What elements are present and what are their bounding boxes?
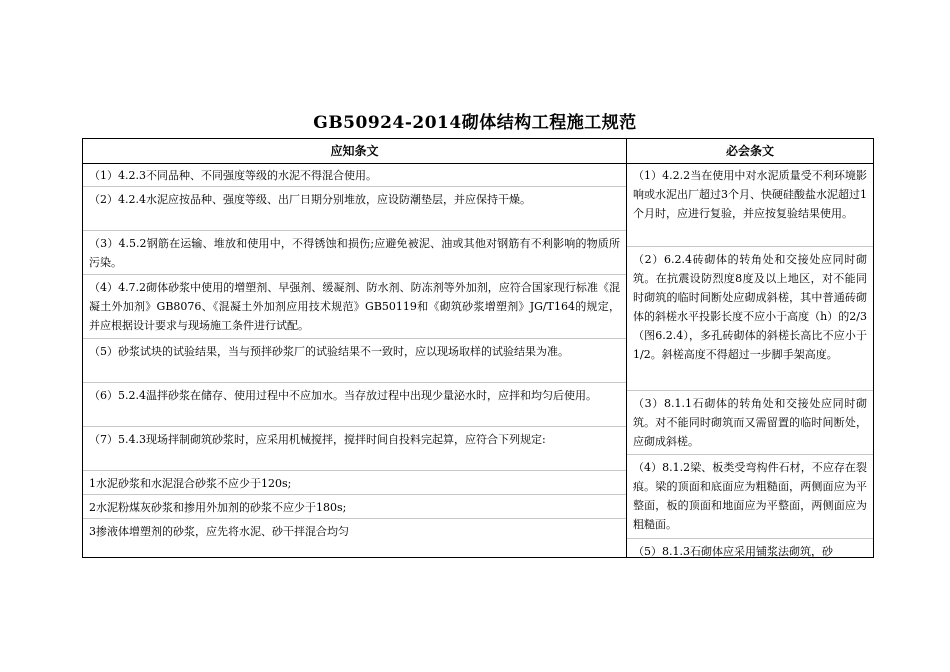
clause-cell: 1水泥砂浆和水泥混合砂浆不应少于120s; bbox=[83, 471, 626, 495]
clause-cell: （1）4.2.3不同品种、不同强度等级的水泥不得混合使用。 bbox=[83, 163, 626, 187]
clause-cell: （4）8.1.2梁、板类受弯构件石材，不应存在裂痕。梁的顶面和底面应为粗糙面，两侧面应为平整面，板的顶面和地面应为平整面，两侧面应为粗糙面。 bbox=[627, 455, 873, 539]
clause-cell: 3掺液体增塑剂的砂浆，应先将水泥、砂干拌混合均匀 bbox=[89, 525, 349, 538]
clauses-table bbox=[82, 138, 874, 558]
header-must-know: 应知条文 bbox=[330, 144, 379, 158]
clause-cell: （3）4.5.2钢筋在运输、堆放和使用中，不得锈蚀和损伤;应避免被泥、油或其他对钢筋有不利影响的物质所污染。 bbox=[83, 231, 626, 275]
table-header-row bbox=[83, 139, 873, 164]
clause-cell: （1）4.2.2当在使用中对水泥质量受不利环境影响或水泥出厂超过3个月、快硬硅酸盐水泥超过1个月时，应进行复验，并应按复验结果使用。 bbox=[627, 163, 873, 247]
clause-cell: （5）8.1.3石砌体应采用铺浆法砌筑，砂 bbox=[633, 545, 833, 557]
clause-cell: （3）8.1.1石砌体的转角处和交接处应同时砌筑。对不能同时砌筑而又需留置的临时间断处，应砌成斜槎。 bbox=[627, 391, 873, 455]
clause-cell: （2）4.2.4水泥应按品种、强度等级、出厂日期分别堆放，应设防潮垫层，并应保持干燥。 bbox=[83, 187, 626, 231]
clause-cell: （7）5.4.3现场拌制砌筑砂浆时，应采用机械搅拌，搅拌时间自投料完起算，应符合下列规定: bbox=[83, 427, 626, 471]
clause-cell: （5）砂浆试块的试验结果，当与预拌砂浆厂的试验结果不一致时，应以现场取样的试验结果为准。 bbox=[83, 339, 626, 383]
clause-cell: （2）6.2.4砖砌体的转角处和交接处应同时砌筑。在抗震设防烈度8度及以上地区，对不能同时砌筑的临时间断处应砌成斜槎，其中普通砖砌体的斜槎水平投影长度不应小于高度（h）的2/3（图6.2.4），多孔砖砌体的斜槎长高比不应小于1/2。斜槎高度不得超过一步脚手架高度。 bbox=[627, 247, 873, 391]
header-must-master: 必会条文 bbox=[725, 144, 774, 158]
clause-cell: （4）4.7.2砌体砂浆中使用的增塑剂、早强剂、缓凝剂、防水剂、防冻剂等外加剂，应符合国家现行标准《混凝土外加剂》GB8076、《混凝土外加剂应用技术规范》GB50119和《砌筑砂浆增塑剂》JG/T164的规定，并应根据设计要求与现场施工条件进行试配。 bbox=[83, 275, 626, 339]
must-master-column bbox=[627, 163, 873, 557]
must-know-column bbox=[83, 163, 626, 557]
clause-cell: 2水泥粉煤灰砂浆和掺用外加剂的砂浆不应少于180s; bbox=[83, 495, 626, 519]
clause-cell: （6）5.2.4温拌砂浆在储存、使用过程中不应加水。当存放过程中出现少量泌水时，应拌和均匀后使用。 bbox=[83, 383, 626, 427]
document-title: GB50924-2014砌体结构工程施工规范 bbox=[313, 113, 637, 133]
